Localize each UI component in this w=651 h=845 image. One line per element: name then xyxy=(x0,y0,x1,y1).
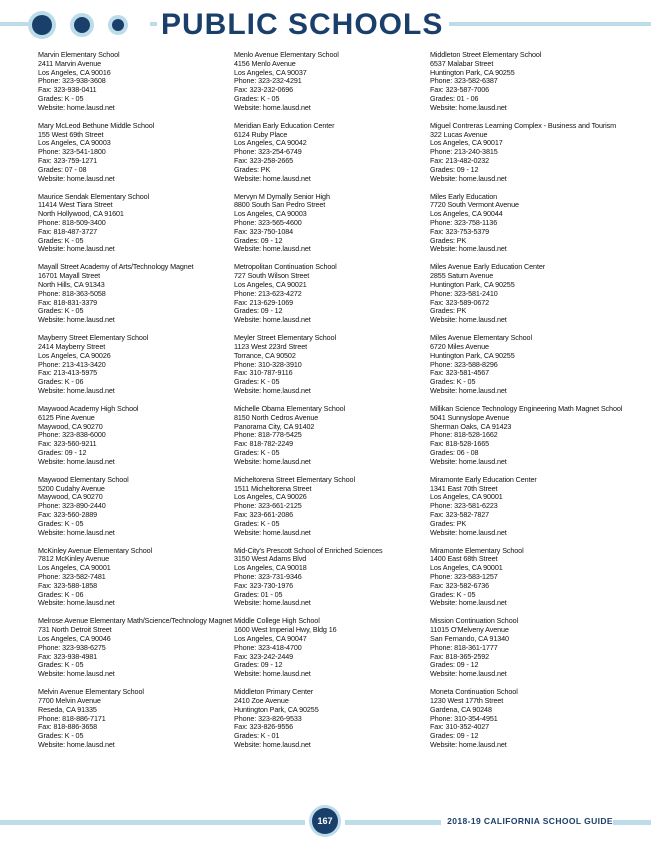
school-entry xyxy=(38,476,238,538)
website: Website: home.lausd.net xyxy=(430,456,507,466)
school-entry xyxy=(38,263,238,325)
fax: Fax: 310-787-9116 xyxy=(234,368,293,378)
city-state-zip: Panorama City, CA 91402 xyxy=(234,421,315,431)
street-address: 6720 Miles Avenue xyxy=(430,341,489,351)
city-state-zip: Los Angeles, CA 90026 xyxy=(234,492,307,502)
school-name: Michelle Obama Elementary School xyxy=(234,404,346,413)
medium-dot-icon xyxy=(74,17,90,33)
grades: Grades: 09 - 12 xyxy=(430,164,479,174)
city-state-zip: North Hollywood, CA 91601 xyxy=(38,209,124,219)
fax: Fax: 323-588-1858 xyxy=(38,580,98,590)
phone: Phone: 310-328-3910 xyxy=(234,359,302,369)
street-address: 155 West 69th Street xyxy=(38,129,104,139)
page-title: PUBLIC SCHOOLS xyxy=(157,6,449,44)
grades: Grades: K - 05 xyxy=(234,377,280,387)
school-name: Miles Avenue Elementary School xyxy=(430,333,532,343)
phone: Phone: 818-363-5058 xyxy=(38,288,106,298)
website: Website: home.lausd.net xyxy=(38,102,115,112)
school-entry xyxy=(430,547,630,609)
fax: Fax: 323-242-2449 xyxy=(234,651,294,661)
fax: Fax: 213-482-0232 xyxy=(430,155,490,165)
website: Website: home.lausd.net xyxy=(234,244,311,254)
grades: Grades: PK xyxy=(430,235,467,245)
school-name: Meyler Street Elementary School xyxy=(234,333,336,343)
website: Website: home.lausd.net xyxy=(430,669,507,679)
fax: Fax: 323-730-1976 xyxy=(234,580,294,590)
street-address: 1341 East 70th Street xyxy=(430,483,498,493)
website: Website: home.lausd.net xyxy=(38,456,115,466)
phone: Phone: 323-581-2410 xyxy=(430,288,498,298)
street-address: 7720 South Vermont Avenue xyxy=(430,200,519,210)
city-state-zip: Los Angeles, CA 90037 xyxy=(234,67,307,77)
phone: Phone: 323-758-1136 xyxy=(430,217,498,227)
fax: Fax: 818-886-3658 xyxy=(38,722,98,732)
fax: Fax: 310-352-4027 xyxy=(430,722,490,732)
grades: Grades: K - 05 xyxy=(234,518,280,528)
grades: Grades: K - 05 xyxy=(430,589,476,599)
fax: Fax: 323-589-0672 xyxy=(430,297,490,307)
fax: Fax: 323-759-1271 xyxy=(38,155,98,165)
city-state-zip: Los Angeles, CA 90042 xyxy=(234,138,307,148)
grades: Grades: 09 - 12 xyxy=(38,447,87,457)
city-state-zip: San Fernando, CA 91340 xyxy=(430,633,509,643)
website: Website: home.lausd.net xyxy=(430,173,507,183)
guide-title: 2018-19 CALIFORNIA SCHOOL GUIDE xyxy=(441,814,613,828)
grades: Grades: 09 - 12 xyxy=(234,660,283,670)
grades: Grades: K - 01 xyxy=(234,731,280,741)
city-state-zip: Reseda, CA 91335 xyxy=(38,704,97,714)
fax: Fax: 323-938-4981 xyxy=(38,651,98,661)
school-entry xyxy=(38,51,238,113)
school-name: Metropolitan Continuation School xyxy=(234,262,337,272)
grades: Grades: K - 05 xyxy=(38,306,84,316)
school-name: Miramonte Early Education Center xyxy=(430,474,537,484)
school-entry xyxy=(430,334,630,396)
street-address: 1511 Micheltorena Street xyxy=(234,483,312,493)
city-state-zip: Los Angeles, CA 90003 xyxy=(38,138,111,148)
fax: Fax: 323-582-7827 xyxy=(430,509,490,519)
grades: Grades: K - 05 xyxy=(38,660,84,670)
city-state-zip: Los Angeles, CA 90017 xyxy=(430,138,503,148)
school-entry xyxy=(38,547,238,609)
school-entry xyxy=(234,405,434,467)
phone: Phone: 323-582-7481 xyxy=(38,571,106,581)
fax: Fax: 323-560-2889 xyxy=(38,509,98,519)
footer-rule-left xyxy=(0,820,305,825)
school-name: Melvin Avenue Elementary School xyxy=(38,687,144,697)
website: Website: home.lausd.net xyxy=(234,315,311,325)
school-entry xyxy=(234,193,434,255)
school-name: Meridian Early Education Center xyxy=(234,120,335,130)
website: Website: home.lausd.net xyxy=(38,669,115,679)
phone: Phone: 323-565-4600 xyxy=(234,217,302,227)
phone: Phone: 818-528-1662 xyxy=(430,430,498,440)
street-address: 11414 West Tiara Street xyxy=(38,200,113,210)
city-state-zip: Los Angeles, CA 90001 xyxy=(38,563,111,573)
website: Website: home.lausd.net xyxy=(430,244,507,254)
website: Website: home.lausd.net xyxy=(234,669,311,679)
fax: Fax: 213-413-5975 xyxy=(38,368,98,378)
grades: Grades: 06 - 08 xyxy=(430,447,479,457)
school-name: Menlo Avenue Elementary School xyxy=(234,50,339,59)
grades: Grades: PK xyxy=(234,164,271,174)
city-state-zip: Los Angeles, CA 90016 xyxy=(38,67,111,77)
city-state-zip: Maywood, CA 90270 xyxy=(38,421,103,431)
street-address: 322 Lucas Avenue xyxy=(430,129,488,139)
website: Website: home.lausd.net xyxy=(430,385,507,395)
city-state-zip: Gardena, CA 90248 xyxy=(430,704,492,714)
street-address: 2414 Mayberry Street xyxy=(38,341,106,351)
city-state-zip: Los Angeles, CA 90026 xyxy=(38,350,111,360)
phone: Phone: 310-354-4951 xyxy=(430,713,498,723)
street-address: 7700 Melvin Avenue xyxy=(38,695,101,705)
city-state-zip: North Hills, CA 91343 xyxy=(38,279,105,289)
street-address: 1123 West 223rd Street xyxy=(234,341,308,351)
fax: Fax: 323-560-9211 xyxy=(38,439,97,449)
grades: Grades: 09 - 12 xyxy=(430,660,479,670)
website: Website: home.lausd.net xyxy=(430,527,507,537)
phone: Phone: 323-541-1800 xyxy=(38,147,106,157)
city-state-zip: Los Angeles, CA 90003 xyxy=(234,209,307,219)
grades: Grades: K - 05 xyxy=(38,235,84,245)
fax: Fax: 213-629-1069 xyxy=(234,297,294,307)
city-state-zip: Los Angeles, CA 90047 xyxy=(234,633,307,643)
street-address: 731 North Detroit Street xyxy=(38,625,112,635)
school-name: Miles Avenue Early Education Center xyxy=(430,262,546,272)
street-address: 11015 O'Melveny Avenue xyxy=(430,625,509,635)
school-entry xyxy=(38,688,238,750)
website: Website: home.lausd.net xyxy=(430,598,507,608)
fax: Fax: 818-487-3727 xyxy=(38,226,98,236)
school-entry xyxy=(38,617,238,679)
school-entry xyxy=(430,688,630,750)
fax: Fax: 323-750-1084 xyxy=(234,226,294,236)
grades: Grades: K - 06 xyxy=(38,589,84,599)
phone: Phone: 818-778-5425 xyxy=(234,430,302,440)
website: Website: home.lausd.net xyxy=(38,527,115,537)
grades: Grades: PK xyxy=(430,306,467,316)
school-entry xyxy=(430,122,630,184)
school-name: Mary McLeod Bethune Middle School xyxy=(38,120,155,130)
school-entry xyxy=(38,193,238,255)
phone: Phone: 323-588-8296 xyxy=(430,359,498,369)
fax: Fax: 323-582-6736 xyxy=(430,580,490,590)
fax: Fax: 323-661-2086 xyxy=(234,509,294,519)
page-footer xyxy=(0,805,651,841)
grades: Grades: 01 - 05 xyxy=(234,589,283,599)
school-name: Mervyn M Dymally Senior High xyxy=(234,191,330,201)
city-state-zip: Los Angeles, CA 90044 xyxy=(430,209,503,219)
street-address: 6125 Pine Avenue xyxy=(38,412,95,422)
grades: Grades: K - 05 xyxy=(38,731,84,741)
street-address: 5041 Sunnyslope Avenue xyxy=(430,412,510,422)
website: Website: home.lausd.net xyxy=(234,527,311,537)
school-entry xyxy=(430,617,630,679)
phone: Phone: 818-361-1777 xyxy=(430,642,498,652)
website: Website: home.lausd.net xyxy=(38,173,115,183)
street-address: 2855 Saturn Avenue xyxy=(430,271,494,281)
street-address: 1400 East 68th Street xyxy=(430,554,498,564)
grades: Grades: 09 - 12 xyxy=(430,731,479,741)
school-entry xyxy=(430,405,630,467)
school-entry xyxy=(234,617,434,679)
city-state-zip: Torrance, CA 90502 xyxy=(234,350,296,360)
phone: Phone: 323-661-2125 xyxy=(234,501,302,511)
website: Website: home.lausd.net xyxy=(38,739,115,749)
website: Website: home.lausd.net xyxy=(234,102,311,112)
phone: Phone: 323-254-6749 xyxy=(234,147,302,157)
website: Website: home.lausd.net xyxy=(234,598,311,608)
website: Website: home.lausd.net xyxy=(38,315,115,325)
street-address: 8800 South San Pedro Street xyxy=(234,200,326,210)
phone: Phone: 213-623-4272 xyxy=(234,288,302,298)
street-address: 2410 Zoe Avenue xyxy=(234,695,289,705)
street-address: 6124 Ruby Place xyxy=(234,129,288,139)
website: Website: home.lausd.net xyxy=(38,598,115,608)
school-name: Millikan Science Technology Engineering Math Magnet School xyxy=(430,404,623,413)
city-state-zip: Huntington Park, CA 90255 xyxy=(430,279,515,289)
phone: Phone: 818-509-3400 xyxy=(38,217,106,227)
phone: Phone: 818-886-7171 xyxy=(38,713,106,723)
school-entry xyxy=(234,263,434,325)
fax: Fax: 818-782-2249 xyxy=(234,439,294,449)
grades: Grades: PK xyxy=(430,518,467,528)
school-name: Mission Continuation School xyxy=(430,616,518,626)
school-entry xyxy=(234,688,434,750)
website: Website: home.lausd.net xyxy=(38,385,115,395)
school-entry xyxy=(234,334,434,396)
school-name: Miramonte Elementary School xyxy=(430,545,524,555)
school-name: Mayall Street Academy of Arts/Technology Magnet xyxy=(38,262,194,272)
school-name: Mid-City's Prescott School of Enriched Sciences xyxy=(234,545,383,555)
school-entry xyxy=(38,405,238,467)
city-state-zip: Huntington Park, CA 90255 xyxy=(234,704,319,714)
street-address: 8150 North Cedros Avenue xyxy=(234,412,319,422)
city-state-zip: Los Angeles, CA 90021 xyxy=(234,279,307,289)
school-entry xyxy=(38,334,238,396)
school-name: Mayberry Street Elementary School xyxy=(38,333,149,343)
city-state-zip: Huntington Park, CA 90255 xyxy=(430,350,515,360)
city-state-zip: Los Angeles, CA 90046 xyxy=(38,633,111,643)
large-dot-icon xyxy=(32,15,52,35)
fax: Fax: 323-587-7006 xyxy=(430,85,490,95)
grades: Grades: 07 - 08 xyxy=(38,164,87,174)
city-state-zip: Los Angeles, CA 90001 xyxy=(430,563,503,573)
school-name: Maywood Elementary School xyxy=(38,474,129,484)
city-state-zip: Sherman Oaks, CA 91423 xyxy=(430,421,512,431)
school-name: McKinley Avenue Elementary School xyxy=(38,545,153,555)
phone: Phone: 323-418-4700 xyxy=(234,642,302,652)
school-name: Micheltorena Street Elementary School xyxy=(234,474,355,484)
phone: Phone: 323-581-6223 xyxy=(430,501,498,511)
phone: Phone: 323-582-6387 xyxy=(430,76,498,86)
grades: Grades: K - 05 xyxy=(430,377,476,387)
phone: Phone: 323-583-1257 xyxy=(430,571,498,581)
school-entry xyxy=(234,122,434,184)
website: Website: home.lausd.net xyxy=(38,244,115,254)
page-number-badge xyxy=(309,805,341,837)
school-entry xyxy=(234,51,434,113)
website: Website: home.lausd.net xyxy=(234,739,311,749)
street-address: 727 South Wilson Street xyxy=(234,271,310,281)
school-name: Middleton Street Elementary School xyxy=(430,50,542,59)
school-name: Middle College High School xyxy=(234,616,320,626)
school-entry xyxy=(38,122,238,184)
website: Website: home.lausd.net xyxy=(430,315,507,325)
website: Website: home.lausd.net xyxy=(430,102,507,112)
phone: Phone: 323-890-2440 xyxy=(38,501,106,511)
school-entry xyxy=(234,547,434,609)
street-address: 4156 Menlo Avenue xyxy=(234,58,296,68)
fax: Fax: 323-753-5379 xyxy=(430,226,490,236)
phone: Phone: 323-938-3608 xyxy=(38,76,106,86)
grades: Grades: K - 05 xyxy=(38,518,84,528)
city-state-zip: Los Angeles, CA 90001 xyxy=(430,492,503,502)
page-header xyxy=(0,0,651,50)
fax: Fax: 323-826-9556 xyxy=(234,722,294,732)
website: Website: home.lausd.net xyxy=(234,173,311,183)
city-state-zip: Maywood, CA 90270 xyxy=(38,492,103,502)
fax: Fax: 323-938-0411 xyxy=(38,85,97,95)
fax: Fax: 818-365-2592 xyxy=(430,651,490,661)
school-name: Middleton Primary Center xyxy=(234,687,314,697)
grades: Grades: K - 06 xyxy=(38,377,84,387)
street-address: 2411 Marvin Avenue xyxy=(38,58,102,68)
street-address: 1230 West 177th Street xyxy=(430,695,504,705)
phone: Phone: 323-826-9533 xyxy=(234,713,302,723)
grades: Grades: K - 05 xyxy=(38,93,84,103)
website: Website: home.lausd.net xyxy=(234,385,311,395)
phone: Phone: 213-413-3420 xyxy=(38,359,106,369)
fax: Fax: 323-581-4567 xyxy=(430,368,490,378)
small-dot-icon xyxy=(112,19,124,31)
street-address: 16701 Mayall Street xyxy=(38,271,101,281)
grades: Grades: 09 - 12 xyxy=(234,235,283,245)
school-entry xyxy=(430,193,630,255)
school-name: Miguel Contreras Learning Complex - Business and Tourism xyxy=(430,120,617,130)
grades: Grades: K - 05 xyxy=(234,447,280,457)
phone: Phone: 323-938-6275 xyxy=(38,642,106,652)
phone: Phone: 213-240-3815 xyxy=(430,147,498,157)
school-name: Miles Early Education xyxy=(430,191,498,201)
school-entry xyxy=(234,476,434,538)
phone: Phone: 323-232-4291 xyxy=(234,76,302,86)
school-name: Marvin Elementary School xyxy=(38,50,120,59)
city-state-zip: Huntington Park, CA 90255 xyxy=(430,67,515,77)
website: Website: home.lausd.net xyxy=(234,456,311,466)
grades: Grades: 09 - 12 xyxy=(234,306,283,316)
school-name: Moneta Continuation School xyxy=(430,687,518,697)
fax: Fax: 818-528-1665 xyxy=(430,439,490,449)
school-entry xyxy=(430,51,630,113)
street-address: 7812 McKinley Avenue xyxy=(38,554,109,564)
phone: Phone: 323-838-6000 xyxy=(38,430,106,440)
fax: Fax: 818-831-3379 xyxy=(38,297,98,307)
street-address: 1600 West Imperial Hwy, Bldg 16 xyxy=(234,625,337,635)
fax: Fax: 323-258-2665 xyxy=(234,155,294,165)
street-address: 5200 Cudahy Avenue xyxy=(38,483,105,493)
website: Website: home.lausd.net xyxy=(430,739,507,749)
school-name: Melrose Avenue Elementary Math/Science/Technology Magnet xyxy=(38,616,233,626)
school-name: Maurice Sendak Elementary School xyxy=(38,191,150,201)
city-state-zip: Los Angeles, CA 90018 xyxy=(234,563,307,573)
street-address: 3150 West Adams Blvd xyxy=(234,554,307,564)
phone: Phone: 323-731-9346 xyxy=(234,571,302,581)
grades: Grades: K - 05 xyxy=(234,93,280,103)
street-address: 6537 Malabar Street xyxy=(430,58,494,68)
page-number: 167 xyxy=(312,808,338,834)
school-entry xyxy=(430,263,630,325)
school-entry xyxy=(430,476,630,538)
fax: Fax: 323-232-0696 xyxy=(234,85,294,95)
grades: Grades: 01 - 06 xyxy=(430,93,479,103)
school-name: Maywood Academy High School xyxy=(38,404,139,413)
